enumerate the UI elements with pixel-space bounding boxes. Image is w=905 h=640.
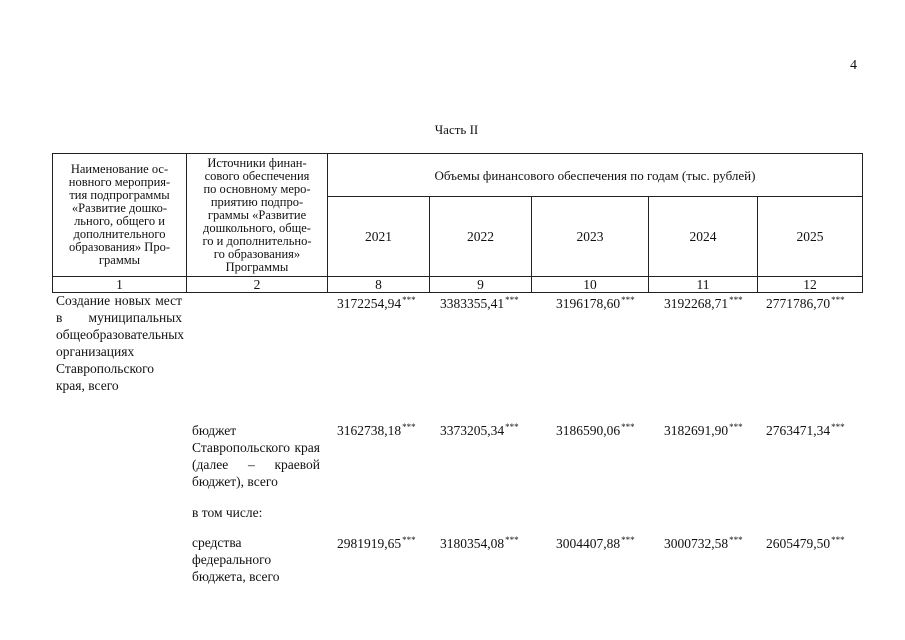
value-cell: 3196178,60*** <box>556 295 635 311</box>
header-col1 <box>54 155 185 275</box>
header-year: 2025 <box>796 229 824 244</box>
header-group: Объемы финансового обеспечения по годам (тыс. рублей) <box>434 167 756 183</box>
header-line: го и дополнительно- <box>202 233 312 248</box>
header-year: 2021 <box>365 229 392 244</box>
row-name: Создание новых мест в муниципальных общеобразовательных организациях Ставропольского края, всего <box>56 293 185 393</box>
value-cell: 3186590,06*** <box>556 422 635 438</box>
header-col2 <box>188 155 326 275</box>
column-number: 8 <box>375 277 382 292</box>
value-cell: 3172254,94*** <box>337 295 416 311</box>
header-line: сового обеспечения <box>204 168 310 183</box>
value-cell: 3180354,08*** <box>440 535 519 551</box>
page-number: 4 <box>850 58 857 73</box>
header-line: го образования» <box>213 246 301 261</box>
header-line: дошкольного, обще- <box>203 220 311 235</box>
row-source: в том числе: <box>192 505 263 520</box>
header-line: образования» Про- <box>68 240 170 254</box>
value-cell: 2771786,70*** <box>766 295 845 311</box>
column-number: 9 <box>477 277 484 292</box>
header-year: 2024 <box>689 229 717 244</box>
table-header <box>52 153 863 293</box>
column-number: 1 <box>116 277 123 292</box>
column-number: 12 <box>803 277 817 292</box>
value-cell: 2981919,65*** <box>337 535 416 551</box>
header-line: льного, общего и <box>74 214 165 228</box>
value-cell: 3182691,90*** <box>664 422 743 438</box>
part-title: Часть II <box>434 122 479 137</box>
grid-line <box>52 153 53 293</box>
header-line: граммы «Развитие <box>207 207 307 222</box>
header-line: дополнительного <box>73 227 166 241</box>
header-line: приятию подпро- <box>210 194 304 209</box>
value-cell: 3192268,71*** <box>664 295 743 311</box>
header-line: Программы <box>225 259 289 274</box>
header-line: новного мероприя- <box>68 175 171 189</box>
header-line: граммы <box>98 253 141 267</box>
value-cell: 3383355,41*** <box>440 295 519 311</box>
column-number: 10 <box>583 277 597 292</box>
column-number: 2 <box>253 277 261 292</box>
value-cell: 2763471,34*** <box>766 422 845 438</box>
value-cell: 3162738,18*** <box>337 422 416 438</box>
header-year: 2023 <box>576 229 604 244</box>
value-cell: 3373205,34*** <box>440 422 519 438</box>
grid-line <box>862 153 863 293</box>
row-source: средства федерального бюджета, всего <box>192 535 280 584</box>
header-line: Наименование ос- <box>70 162 169 176</box>
header-line: по основному меро- <box>203 181 311 196</box>
row-source: бюджет Ставропольского края (далее – краевой бюджет), всего <box>192 423 320 489</box>
grid-line <box>186 153 187 293</box>
column-number: 11 <box>696 277 710 292</box>
value-cell: 3000732,58*** <box>664 535 743 551</box>
value-cell: 3004407,88*** <box>556 535 635 551</box>
header-line: тия подпрограммы <box>69 188 170 202</box>
header-line: Источники финан- <box>207 155 307 170</box>
header-line: «Развитие дошко- <box>71 201 168 215</box>
header-year: 2022 <box>467 229 494 244</box>
value-cell: 2605479,50*** <box>766 535 845 551</box>
